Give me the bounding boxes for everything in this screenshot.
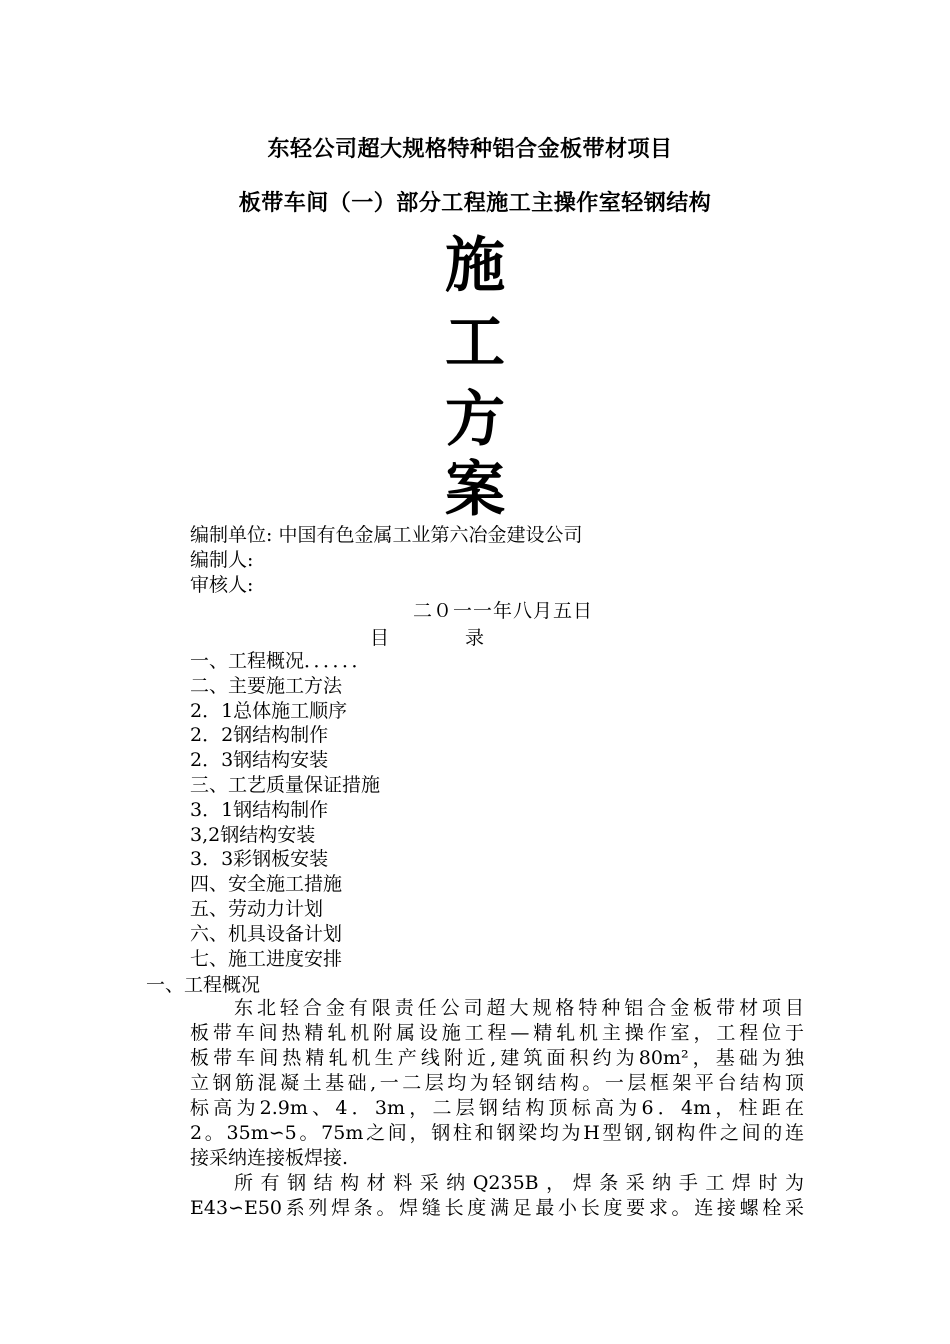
toc-item[interactable]: 2．1总体施工顺序	[190, 699, 348, 722]
paragraph-line: 标高为2.9m、4．3m，二层钢结构顶标高为6．4m，柱距在	[190, 1097, 804, 1119]
big-title-char-4: 案	[445, 455, 505, 525]
paragraph-line: 接采纳连接板焊接.	[190, 1147, 349, 1169]
section-heading: 一、工程概况	[146, 974, 261, 996]
toc-title-char-1: 目	[370, 627, 390, 649]
reviewer: 审核人:	[190, 574, 254, 596]
toc-item[interactable]: 五、劳动力计划	[190, 897, 324, 920]
paragraph-line: 板带车间热精轧机生产线附近,建筑面积约为80m²，基础为独	[190, 1047, 804, 1069]
document-date: 二０一一年八月五日	[413, 600, 594, 622]
project-title-text: 东轻公司超大规格特种铝合金板带材项目	[267, 136, 673, 162]
toc-item[interactable]: 一、工程概况．．．．．．	[190, 650, 371, 672]
paragraph-line: 2。35m∽5。75m之间，钢柱和钢梁均为H型钢,钢构件之间的连	[190, 1122, 804, 1144]
compiling-unit: 编制单位: 中国有色金属工业第六冶金建设公司	[190, 524, 583, 546]
project-title	[0, 132, 950, 163]
toc-item[interactable]: 2．2钢结构制作	[190, 724, 329, 747]
table-of-contents	[190, 649, 380, 971]
big-title-char-1: 施	[445, 231, 505, 301]
paragraph-line: 板带车间热精轧机附属设施工程—精轧机主操作室，工程位于	[190, 1022, 804, 1044]
project-subtitle: 板带车间（一）部分工程施工主操作室轻钢结构	[238, 190, 712, 216]
toc-item[interactable]: 三、工艺质量保证措施	[190, 773, 381, 796]
toc-item[interactable]: 2．3钢结构安装	[190, 749, 329, 772]
toc-item[interactable]: 3．3彩钢板安装	[190, 848, 329, 871]
toc-item[interactable]: 四、安全施工措施	[190, 873, 343, 896]
paragraph-line: 立钢筋混凝土基础,一二层均为轻钢结构。一层框架平台结构顶	[190, 1072, 804, 1094]
toc-item[interactable]: 七、施工进度安排	[190, 947, 343, 970]
toc-item[interactable]: 二、主要施工方法	[190, 674, 343, 697]
toc-title-char-2: 录	[465, 627, 485, 649]
paragraph-line: 东北轻合金有限责任公司超大规格特种铝合金板带材项目	[234, 997, 804, 1019]
toc-item[interactable]: 3,2钢结构安装	[190, 823, 316, 846]
toc-item[interactable]: 3．1钢结构制作	[190, 798, 329, 821]
toc-title	[370, 623, 484, 650]
section-body	[190, 996, 804, 1221]
paragraph-line: 所有钢结构材料采纳Q235B，焊条采纳手工焊时为	[234, 1172, 804, 1194]
toc-item[interactable]: 六、机具设备计划	[190, 922, 343, 945]
compiler: 编制人:	[190, 549, 254, 571]
big-title-char-3: 方	[445, 385, 505, 455]
big-title-char-2: 工	[445, 308, 505, 378]
paragraph-line: E43∽E50系列焊条。焊缝长度满足最小长度要求。连接螺栓采	[190, 1197, 804, 1219]
